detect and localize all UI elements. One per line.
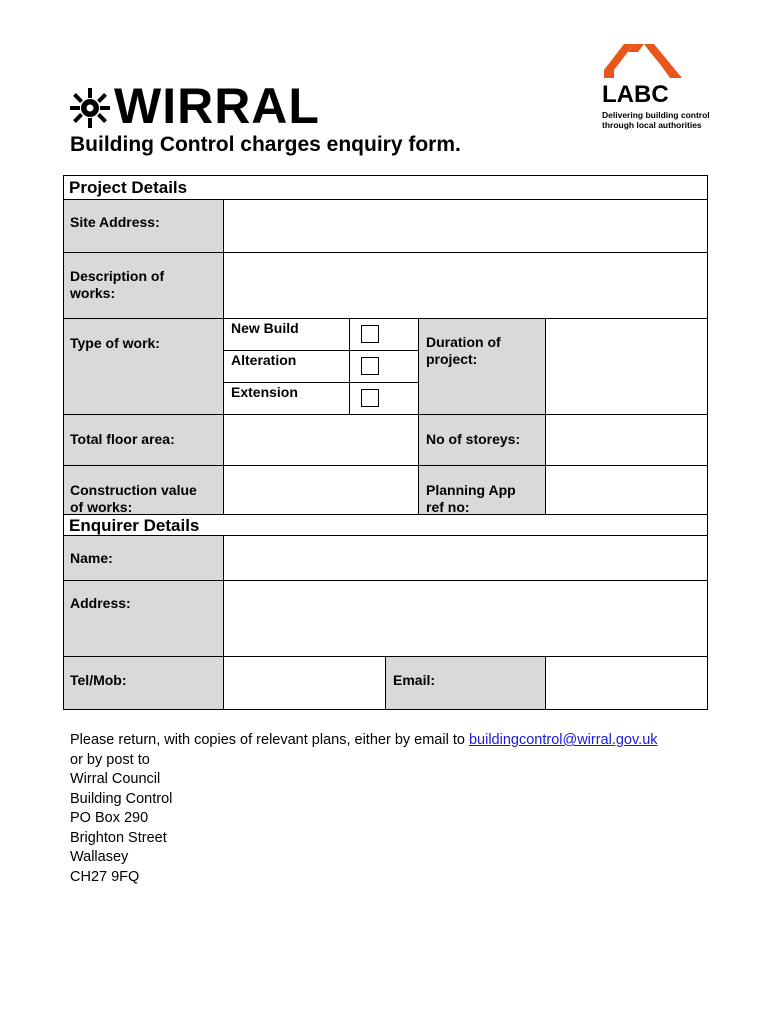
option-alteration-checkbox-cell <box>349 350 419 383</box>
description-label <box>70 268 164 302</box>
labc-tagline-line2: through local authorities <box>602 120 702 130</box>
site-address-label-cell <box>63 199 224 253</box>
planning-app-label-line1: Planning App <box>426 482 516 498</box>
wirral-emblem-icon <box>68 84 112 130</box>
address-line-2: Wirral Council <box>70 771 161 787</box>
total-floor-area-field[interactable] <box>223 414 419 466</box>
email-label: Email: <box>393 672 436 688</box>
labc-tagline-line1: Delivering building control <box>602 110 710 120</box>
email-label-cell <box>385 656 546 710</box>
project-section-header <box>63 175 708 200</box>
duration-label-cell <box>418 318 546 415</box>
return-text: Please return, with copies of relevant plans, either by email to <box>70 732 469 748</box>
no-of-storeys-label: No of storeys: <box>426 431 521 447</box>
telmob-label: Tel/Mob: <box>70 672 127 688</box>
new-build-checkbox[interactable] <box>361 325 379 343</box>
site-address-label: Site Address: <box>70 214 160 230</box>
address-field[interactable] <box>223 580 708 657</box>
option-new-build-cell <box>223 318 350 351</box>
duration-field[interactable] <box>545 318 708 415</box>
telmob-field[interactable] <box>223 656 386 710</box>
name-label: Name: <box>70 550 113 566</box>
no-of-storeys-field[interactable] <box>545 414 708 466</box>
wirral-logo-text: WIRRAL <box>114 78 320 134</box>
construction-value-label-line2: of works: <box>70 499 133 515</box>
planning-app-label-line2: ref no: <box>426 499 470 515</box>
description-label-line2: works: <box>70 285 116 301</box>
labc-tagline <box>602 110 712 130</box>
duration-label-line2: project: <box>426 351 478 367</box>
return-line <box>70 731 658 751</box>
address-line-3: Building Control <box>70 790 173 807</box>
option-new-build-checkbox-cell <box>349 318 419 351</box>
option-alteration-cell <box>223 350 350 383</box>
address-label: Address: <box>70 595 131 611</box>
type-of-work-label-cell <box>63 318 224 415</box>
total-floor-area-label: Total floor area: <box>70 431 175 447</box>
planning-app-label-cell <box>418 465 546 515</box>
description-label-line1: Description of <box>70 268 165 284</box>
project-section-title: Project Details <box>69 178 188 197</box>
site-address-field[interactable] <box>223 199 708 253</box>
address-line-4: PO Box 290 <box>70 810 149 826</box>
option-extension-checkbox-cell <box>349 382 419 415</box>
name-label-cell <box>63 535 224 581</box>
option-new-build-label: New Build <box>231 320 299 336</box>
construction-value-label-cell <box>63 465 224 515</box>
planning-app-label <box>426 482 516 516</box>
construction-value-label-line1: Construction value <box>70 482 197 498</box>
telmob-label-cell <box>63 656 224 710</box>
labc-logo-text: LABC <box>602 81 669 108</box>
no-of-storeys-label-cell <box>418 414 546 466</box>
address-label-cell <box>63 580 224 657</box>
option-alteration-label: Alteration <box>231 352 297 368</box>
construction-value-label <box>70 482 197 516</box>
enquirer-section-header <box>63 514 708 536</box>
email-field[interactable] <box>545 656 708 710</box>
duration-label <box>426 334 501 368</box>
return-instructions <box>70 731 658 887</box>
wirral-logo <box>68 78 348 134</box>
enquirer-section-title: Enquirer Details <box>69 516 200 535</box>
labc-logo <box>600 42 710 142</box>
form-title: Building Control charges enquiry form. <box>70 133 461 156</box>
address-line-5: Brighton Street <box>70 829 167 846</box>
name-field[interactable] <box>223 535 708 581</box>
labc-roof-icon <box>604 42 684 82</box>
extension-checkbox[interactable] <box>361 389 379 407</box>
construction-value-field[interactable] <box>223 465 419 515</box>
option-extension-label: Extension <box>231 384 298 400</box>
total-floor-area-label-cell <box>63 414 224 466</box>
duration-label-line1: Duration of <box>426 334 501 350</box>
planning-app-field[interactable] <box>545 465 708 515</box>
address-line-1: or by post to <box>70 751 150 768</box>
description-field[interactable] <box>223 252 708 319</box>
alteration-checkbox[interactable] <box>361 357 379 375</box>
option-extension-cell <box>223 382 350 415</box>
address-line-6: Wallasey <box>70 849 129 865</box>
address-line-7: CH27 9FQ <box>70 868 140 885</box>
description-label-cell <box>63 252 224 319</box>
email-link[interactable]: buildingcontrol@wirral.gov.uk <box>468 732 658 748</box>
type-of-work-label: Type of work: <box>70 335 160 351</box>
